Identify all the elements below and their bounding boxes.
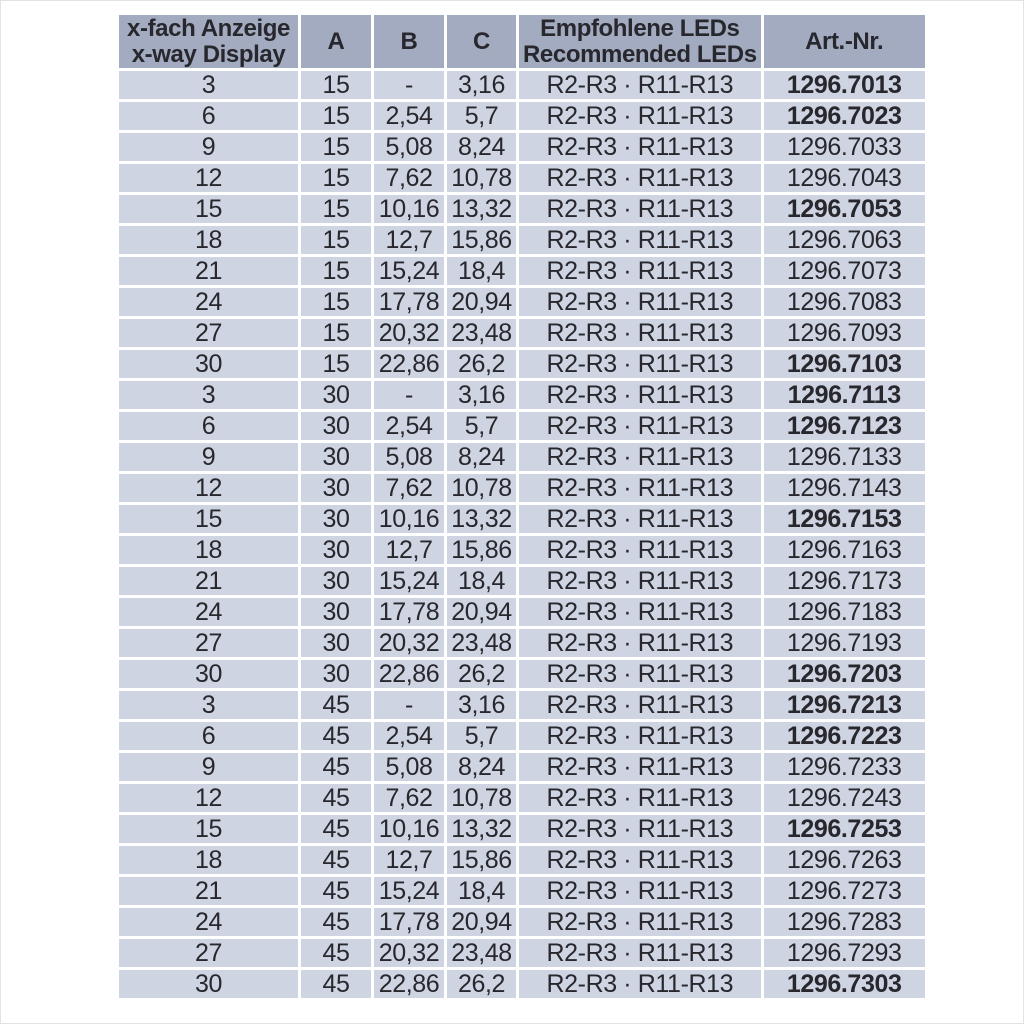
- cell-recommended-leds: R2-R3 · R11-R13: [518, 907, 763, 938]
- cell-dim-c: 15,86: [446, 225, 518, 256]
- cell-dim-c: 8,24: [446, 752, 518, 783]
- cell-dim-a: 30: [300, 442, 373, 473]
- table-row: [118, 721, 927, 752]
- cell-recommended-leds: R2-R3 · R11-R13: [518, 752, 763, 783]
- cell-art-nr: 1296.7273: [762, 876, 926, 907]
- cell-dim-c: 13,32: [446, 504, 518, 535]
- cell-art-nr: 1296.7173: [762, 566, 926, 597]
- cell-recommended-leds: R2-R3 · R11-R13: [518, 442, 763, 473]
- table-row: [118, 969, 927, 1000]
- col-header-b: B: [373, 14, 446, 70]
- cell-recommended-leds: R2-R3 · R11-R13: [518, 132, 763, 163]
- table-row: [118, 318, 927, 349]
- cell-dim-b: 2,54: [373, 411, 446, 442]
- table-row: [118, 752, 927, 783]
- table-row: [118, 628, 927, 659]
- col-header-a: A: [300, 14, 373, 70]
- cell-dim-a: 15: [300, 225, 373, 256]
- cell-dim-a: 45: [300, 752, 373, 783]
- cell-display-count: 12: [118, 163, 300, 194]
- cell-display-count: 3: [118, 380, 300, 411]
- table-row: [118, 442, 927, 473]
- cell-art-nr: 1296.7213: [762, 690, 926, 721]
- cell-dim-a: 45: [300, 938, 373, 969]
- cell-art-nr: 1296.7073: [762, 256, 926, 287]
- cell-art-nr: 1296.7263: [762, 845, 926, 876]
- cell-recommended-leds: R2-R3 · R11-R13: [518, 504, 763, 535]
- cell-dim-c: 18,4: [446, 566, 518, 597]
- cell-dim-b: 22,86: [373, 969, 446, 1000]
- cell-dim-c: 15,86: [446, 535, 518, 566]
- cell-dim-b: 22,86: [373, 349, 446, 380]
- cell-recommended-leds: R2-R3 · R11-R13: [518, 783, 763, 814]
- col-header-display: [118, 14, 300, 70]
- cell-display-count: 30: [118, 659, 300, 690]
- table-row: [118, 907, 927, 938]
- cell-art-nr: 1296.7253: [762, 814, 926, 845]
- header-row: [118, 14, 927, 70]
- cell-dim-a: 15: [300, 163, 373, 194]
- header-line-de: Empfohlene LEDs: [540, 14, 740, 42]
- cell-recommended-leds: R2-R3 · R11-R13: [518, 318, 763, 349]
- table-row: [118, 380, 927, 411]
- table-row: [118, 597, 927, 628]
- cell-recommended-leds: R2-R3 · R11-R13: [518, 721, 763, 752]
- cell-dim-b: 12,7: [373, 845, 446, 876]
- table-row: [118, 225, 927, 256]
- cell-dim-c: 5,7: [446, 411, 518, 442]
- cell-recommended-leds: R2-R3 · R11-R13: [518, 814, 763, 845]
- cell-display-count: 6: [118, 411, 300, 442]
- cell-display-count: 24: [118, 287, 300, 318]
- cell-art-nr: 1296.7043: [762, 163, 926, 194]
- cell-dim-c: 3,16: [446, 70, 518, 101]
- cell-dim-a: 45: [300, 721, 373, 752]
- cell-dim-c: 8,24: [446, 442, 518, 473]
- cell-dim-a: 15: [300, 318, 373, 349]
- cell-dim-b: 12,7: [373, 535, 446, 566]
- table-row: [118, 566, 927, 597]
- cell-dim-b: 7,62: [373, 783, 446, 814]
- col-header-art-nr: Art.-Nr.: [762, 14, 926, 70]
- cell-display-count: 27: [118, 628, 300, 659]
- table-row: [118, 287, 927, 318]
- cell-display-count: 12: [118, 783, 300, 814]
- table-row: [118, 163, 927, 194]
- cell-dim-a: 45: [300, 690, 373, 721]
- cell-recommended-leds: R2-R3 · R11-R13: [518, 163, 763, 194]
- cell-dim-c: 3,16: [446, 690, 518, 721]
- cell-dim-b: 5,08: [373, 752, 446, 783]
- cell-recommended-leds: R2-R3 · R11-R13: [518, 566, 763, 597]
- cell-display-count: 21: [118, 876, 300, 907]
- cell-dim-c: 5,7: [446, 101, 518, 132]
- cell-recommended-leds: R2-R3 · R11-R13: [518, 194, 763, 225]
- cell-recommended-leds: R2-R3 · R11-R13: [518, 411, 763, 442]
- cell-dim-a: 15: [300, 70, 373, 101]
- cell-dim-a: 30: [300, 628, 373, 659]
- cell-dim-a: 15: [300, 132, 373, 163]
- cell-dim-c: 5,7: [446, 721, 518, 752]
- cell-dim-c: 20,94: [446, 597, 518, 628]
- col-header-leds: [518, 14, 763, 70]
- table-row: [118, 938, 927, 969]
- cell-dim-b: -: [373, 690, 446, 721]
- cell-dim-a: 30: [300, 473, 373, 504]
- cell-display-count: 30: [118, 969, 300, 1000]
- cell-dim-b: -: [373, 380, 446, 411]
- cell-art-nr: 1296.7243: [762, 783, 926, 814]
- header-line-en: x-way Display: [131, 40, 286, 68]
- cell-dim-c: 23,48: [446, 318, 518, 349]
- cell-art-nr: 1296.7033: [762, 132, 926, 163]
- cell-dim-b: 15,24: [373, 256, 446, 287]
- table-row: [118, 194, 927, 225]
- cell-dim-a: 15: [300, 349, 373, 380]
- cell-dim-a: 30: [300, 504, 373, 535]
- cell-dim-b: 10,16: [373, 504, 446, 535]
- cell-recommended-leds: R2-R3 · R11-R13: [518, 628, 763, 659]
- table-row: [118, 845, 927, 876]
- cell-dim-b: 15,24: [373, 566, 446, 597]
- cell-art-nr: 1296.7303: [762, 969, 926, 1000]
- table-row: [118, 783, 927, 814]
- cell-recommended-leds: R2-R3 · R11-R13: [518, 845, 763, 876]
- cell-dim-c: 13,32: [446, 194, 518, 225]
- cell-dim-b: 2,54: [373, 101, 446, 132]
- cell-dim-a: 30: [300, 411, 373, 442]
- cell-art-nr: 1296.7083: [762, 287, 926, 318]
- cell-dim-c: 8,24: [446, 132, 518, 163]
- cell-dim-a: 15: [300, 101, 373, 132]
- cell-dim-b: 10,16: [373, 194, 446, 225]
- cell-display-count: 3: [118, 70, 300, 101]
- cell-art-nr: 1296.7053: [762, 194, 926, 225]
- cell-display-count: 27: [118, 938, 300, 969]
- cell-dim-a: 45: [300, 845, 373, 876]
- cell-dim-a: 30: [300, 380, 373, 411]
- cell-recommended-leds: R2-R3 · R11-R13: [518, 969, 763, 1000]
- cell-dim-b: 20,32: [373, 318, 446, 349]
- cell-dim-c: 10,78: [446, 473, 518, 504]
- cell-art-nr: 1296.7023: [762, 101, 926, 132]
- table-row: [118, 814, 927, 845]
- table-row: [118, 349, 927, 380]
- table-body: [118, 70, 927, 1000]
- cell-dim-a: 30: [300, 566, 373, 597]
- cell-art-nr: 1296.7123: [762, 411, 926, 442]
- cell-display-count: 15: [118, 504, 300, 535]
- cell-art-nr: 1296.7113: [762, 380, 926, 411]
- cell-recommended-leds: R2-R3 · R11-R13: [518, 659, 763, 690]
- cell-art-nr: 1296.7103: [762, 349, 926, 380]
- cell-display-count: 24: [118, 907, 300, 938]
- cell-dim-c: 26,2: [446, 969, 518, 1000]
- table-row: [118, 659, 927, 690]
- cell-dim-a: 30: [300, 597, 373, 628]
- cell-art-nr: 1296.7063: [762, 225, 926, 256]
- header-line-de: x-fach Anzeige: [127, 14, 290, 42]
- product-table: [116, 12, 928, 1001]
- cell-display-count: 3: [118, 690, 300, 721]
- cell-art-nr: 1296.7133: [762, 442, 926, 473]
- cell-recommended-leds: R2-R3 · R11-R13: [518, 876, 763, 907]
- col-header-c: C: [446, 14, 518, 70]
- cell-recommended-leds: R2-R3 · R11-R13: [518, 70, 763, 101]
- table-row: [118, 876, 927, 907]
- cell-art-nr: 1296.7193: [762, 628, 926, 659]
- cell-display-count: 15: [118, 194, 300, 225]
- cell-art-nr: 1296.7183: [762, 597, 926, 628]
- cell-dim-a: 15: [300, 194, 373, 225]
- table-row: [118, 101, 927, 132]
- cell-dim-b: 7,62: [373, 163, 446, 194]
- cell-dim-a: 45: [300, 876, 373, 907]
- cell-display-count: 9: [118, 132, 300, 163]
- cell-display-count: 18: [118, 225, 300, 256]
- cell-recommended-leds: R2-R3 · R11-R13: [518, 473, 763, 504]
- table-row: [118, 535, 927, 566]
- cell-dim-b: 22,86: [373, 659, 446, 690]
- cell-dim-a: 15: [300, 287, 373, 318]
- cell-art-nr: 1296.7093: [762, 318, 926, 349]
- cell-art-nr: 1296.7223: [762, 721, 926, 752]
- cell-display-count: 27: [118, 318, 300, 349]
- cell-dim-b: 5,08: [373, 442, 446, 473]
- table-row: [118, 132, 927, 163]
- cell-dim-c: 18,4: [446, 256, 518, 287]
- cell-dim-c: 20,94: [446, 907, 518, 938]
- cell-display-count: 9: [118, 442, 300, 473]
- cell-recommended-leds: R2-R3 · R11-R13: [518, 287, 763, 318]
- cell-display-count: 24: [118, 597, 300, 628]
- cell-dim-b: 17,78: [373, 287, 446, 318]
- cell-dim-a: 45: [300, 969, 373, 1000]
- cell-dim-b: 12,7: [373, 225, 446, 256]
- cell-dim-a: 30: [300, 659, 373, 690]
- cell-display-count: 18: [118, 535, 300, 566]
- cell-dim-a: 45: [300, 814, 373, 845]
- cell-dim-c: 18,4: [446, 876, 518, 907]
- cell-dim-c: 10,78: [446, 163, 518, 194]
- cell-recommended-leds: R2-R3 · R11-R13: [518, 380, 763, 411]
- cell-display-count: 21: [118, 256, 300, 287]
- cell-display-count: 6: [118, 101, 300, 132]
- cell-recommended-leds: R2-R3 · R11-R13: [518, 597, 763, 628]
- product-table-container: [116, 12, 928, 1001]
- table-row: [118, 690, 927, 721]
- cell-dim-c: 15,86: [446, 845, 518, 876]
- cell-art-nr: 1296.7293: [762, 938, 926, 969]
- cell-art-nr: 1296.7153: [762, 504, 926, 535]
- header-line-en: Recommended LEDs: [523, 40, 757, 68]
- cell-recommended-leds: R2-R3 · R11-R13: [518, 256, 763, 287]
- cell-recommended-leds: R2-R3 · R11-R13: [518, 101, 763, 132]
- cell-recommended-leds: R2-R3 · R11-R13: [518, 690, 763, 721]
- cell-dim-b: 20,32: [373, 628, 446, 659]
- cell-dim-b: 2,54: [373, 721, 446, 752]
- cell-dim-c: 23,48: [446, 628, 518, 659]
- cell-recommended-leds: R2-R3 · R11-R13: [518, 349, 763, 380]
- cell-dim-b: 17,78: [373, 597, 446, 628]
- cell-dim-c: 3,16: [446, 380, 518, 411]
- cell-dim-b: -: [373, 70, 446, 101]
- table-row: [118, 256, 927, 287]
- cell-dim-c: 20,94: [446, 287, 518, 318]
- cell-dim-c: 13,32: [446, 814, 518, 845]
- cell-art-nr: 1296.7143: [762, 473, 926, 504]
- cell-art-nr: 1296.7013: [762, 70, 926, 101]
- cell-recommended-leds: R2-R3 · R11-R13: [518, 225, 763, 256]
- cell-art-nr: 1296.7163: [762, 535, 926, 566]
- cell-dim-c: 23,48: [446, 938, 518, 969]
- cell-recommended-leds: R2-R3 · R11-R13: [518, 535, 763, 566]
- table-row: [118, 504, 927, 535]
- cell-display-count: 6: [118, 721, 300, 752]
- cell-dim-a: 15: [300, 256, 373, 287]
- cell-dim-a: 45: [300, 907, 373, 938]
- cell-dim-b: 17,78: [373, 907, 446, 938]
- cell-dim-b: 10,16: [373, 814, 446, 845]
- cell-display-count: 30: [118, 349, 300, 380]
- table-row: [118, 411, 927, 442]
- table-row: [118, 473, 927, 504]
- cell-art-nr: 1296.7283: [762, 907, 926, 938]
- cell-dim-c: 26,2: [446, 349, 518, 380]
- cell-dim-b: 20,32: [373, 938, 446, 969]
- table-header: [118, 14, 927, 70]
- cell-display-count: 9: [118, 752, 300, 783]
- table-row: [118, 70, 927, 101]
- cell-art-nr: 1296.7203: [762, 659, 926, 690]
- cell-art-nr: 1296.7233: [762, 752, 926, 783]
- cell-dim-c: 10,78: [446, 783, 518, 814]
- cell-display-count: 15: [118, 814, 300, 845]
- cell-dim-c: 26,2: [446, 659, 518, 690]
- cell-display-count: 18: [118, 845, 300, 876]
- cell-display-count: 12: [118, 473, 300, 504]
- cell-dim-a: 45: [300, 783, 373, 814]
- cell-dim-b: 7,62: [373, 473, 446, 504]
- cell-display-count: 21: [118, 566, 300, 597]
- cell-dim-b: 5,08: [373, 132, 446, 163]
- cell-dim-b: 15,24: [373, 876, 446, 907]
- cell-dim-a: 30: [300, 535, 373, 566]
- cell-recommended-leds: R2-R3 · R11-R13: [518, 938, 763, 969]
